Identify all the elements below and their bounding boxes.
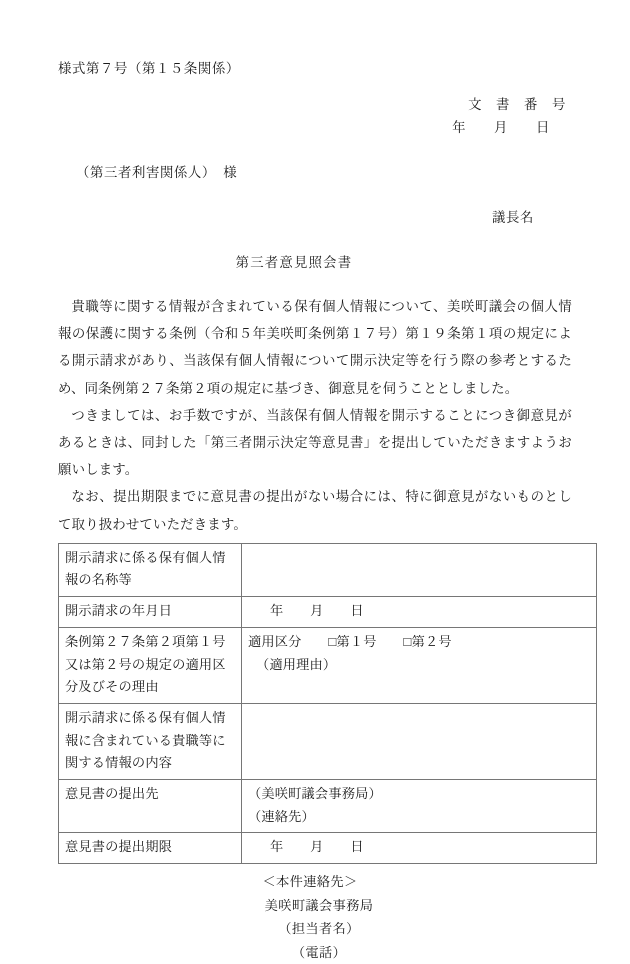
document-number-label: 文 書 番 号	[468, 97, 566, 112]
row-value-information-content[interactable]	[242, 703, 597, 779]
row-label-submission-destination: 意見書の提出先	[59, 780, 242, 833]
contact-person: （担当者名）	[278, 921, 360, 937]
table-row	[59, 627, 597, 703]
row-label-submission-deadline: 意見書の提出期限	[59, 833, 242, 864]
application-category-options[interactable]: 適用区分 □第１号 □第２号	[248, 633, 452, 649]
body-text	[58, 293, 572, 538]
body-paragraph-2: つきましては、お手数ですが、当該保有個人情報を開示することにつき御意見があるときは、同封した「第三者開示決定等意見書」を提出していただきますようお願いします。	[58, 407, 572, 478]
body-paragraph-1: 貴職等に関する情報が含まれている保有個人情報について、美咲町議会の個人情報の保護に関する条例（令和５年美咲町条例第１７号）第１９条第１項の規定による開示請求があり、当該保有個人情報について開示決定等を行う際の参考とするため、同条例第２７条第２項の規定に基づき、御意見を伺うこととしました。	[58, 298, 572, 396]
page-title: 第三者意見照会書	[235, 254, 353, 270]
row-value-submission-deadline[interactable]	[242, 833, 597, 864]
contact-heading: ＜本件連絡先＞	[262, 874, 358, 890]
document-meta-block	[58, 93, 572, 140]
addressee-line: （第三者利害関係人） 様	[76, 164, 238, 180]
application-reason-label: （適用理由）	[256, 656, 337, 672]
row-label-information-content: 開示請求に係る保有個人情報に含まれている貴職等に関する情報の内容	[59, 703, 242, 779]
submission-deadline-field: 年 月 日	[270, 839, 364, 855]
disclosure-request-table	[58, 543, 597, 864]
contact-phone: （電話）	[291, 944, 347, 960]
document-sheet	[58, 0, 572, 964]
row-value-information-name[interactable]	[242, 543, 597, 596]
row-label-request-date: 開示請求の年月日	[59, 597, 242, 628]
table-row	[59, 597, 597, 628]
contact-office: 美咲町議会事務局	[264, 897, 374, 913]
row-value-request-date[interactable]	[242, 597, 597, 628]
issuer-name: 議長名	[492, 209, 534, 225]
submission-office: （美咲町議会事務局）	[248, 786, 382, 802]
request-date-field: 年 月 日	[270, 603, 364, 619]
row-label-information-name: 開示請求に係る保有個人情報の名称等	[59, 543, 242, 596]
contact-block	[58, 870, 572, 964]
row-label-application-category: 条例第２７条第２項第１号又は第２号の規定の適用区分及びその理由	[59, 627, 242, 703]
submission-contact: （連絡先）	[248, 808, 315, 824]
table-row	[59, 543, 597, 596]
document-date-label: 年 月 日	[452, 120, 550, 136]
row-value-submission-destination[interactable]	[242, 780, 597, 833]
table-row	[59, 703, 597, 779]
table-row	[59, 833, 597, 864]
table-row	[59, 780, 597, 833]
row-value-application-category[interactable]	[242, 627, 597, 703]
body-paragraph-3: なお、提出期限までに意見書の提出がない場合には、特に御意見がないものとして取り扱わせていただきます。	[58, 489, 572, 532]
form-number: 様式第７号（第１５条関係）	[58, 61, 240, 76]
